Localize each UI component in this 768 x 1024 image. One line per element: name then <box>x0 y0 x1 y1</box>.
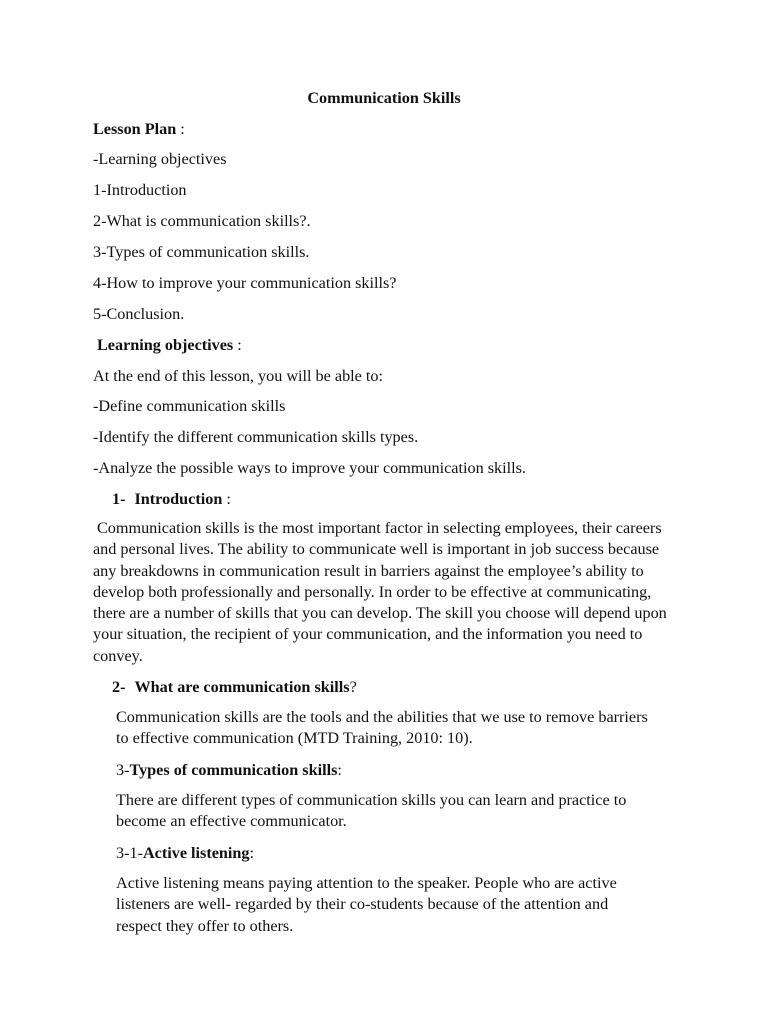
plan-item: 1-Introduction <box>93 181 187 199</box>
what-are-label: What are communication skills <box>134 678 350 696</box>
plan-item: 3-Types of communication skills. <box>93 243 310 261</box>
what-are-heading <box>112 677 357 697</box>
types-body: There are different types of communication skills you can learn and practice to become an effective communicator. <box>116 791 627 831</box>
lesson-plan-heading <box>93 119 185 139</box>
document-title <box>0 88 768 108</box>
what-are-suffix: ? <box>349 678 357 696</box>
plan-item: 4-How to improve your communication skills? <box>93 274 397 292</box>
types-heading <box>116 760 342 780</box>
active-listening-body: Active listening means paying attention to the speaker. People who are active listeners are well- regarded by their co-students because of the attention and respect they offer to others. <box>116 874 617 935</box>
types-suffix: : <box>337 761 342 779</box>
lesson-plan-label: Lesson Plan <box>93 120 177 138</box>
active-listening-suffix: : <box>249 844 255 862</box>
active-listening-label: Active listening <box>142 844 250 862</box>
what-are-body: Communication skills are the tools and the abilities that we use to remove barriers to effective communication (MTD Training, 2010: 10). <box>116 708 648 748</box>
types-number: 3- <box>116 761 130 779</box>
introduction-number: 1- <box>112 490 126 508</box>
active-listening-number: 3-1- <box>116 844 143 862</box>
learning-objectives-label: Learning objectives <box>97 336 234 354</box>
types-label: Types of communication skills <box>129 761 338 779</box>
plan-item: -Learning objectives <box>93 150 227 168</box>
plan-item: 5-Conclusion. <box>93 305 185 323</box>
introduction-label: Introduction <box>134 490 223 508</box>
plan-item: 2-What is communication skills?. <box>93 212 311 230</box>
learning-objectives-heading <box>97 335 242 355</box>
active-listening-heading <box>116 843 254 863</box>
what-are-number: 2- <box>112 678 126 696</box>
introduction-heading <box>112 489 231 509</box>
document-title-text: Communication Skills <box>307 89 461 107</box>
objective-item: -Define communication skills <box>93 397 286 415</box>
introduction-body: Communication skills is the most important factor in selecting employees, their careers and personal lives. The ability to communicate well is important in job success because any breakdowns in communication result in barriers against the employee’s ability to develop both professionally and personally. In order to be effective at communicating, there are a number of skills that you can develop. The skill you choose will depend upon your situation, the recipient of your communication, and the information you need to convey. <box>93 519 667 665</box>
lesson-plan-suffix: : <box>176 120 185 138</box>
learning-objectives-suffix: : <box>233 336 242 354</box>
objective-item: -Analyze the possible ways to improve your communication skills. <box>93 459 526 477</box>
introduction-suffix: : <box>222 490 231 508</box>
objectives-intro: At the end of this lesson, you will be able to: <box>93 367 383 385</box>
objective-item: -Identify the different communication skills types. <box>93 428 419 446</box>
